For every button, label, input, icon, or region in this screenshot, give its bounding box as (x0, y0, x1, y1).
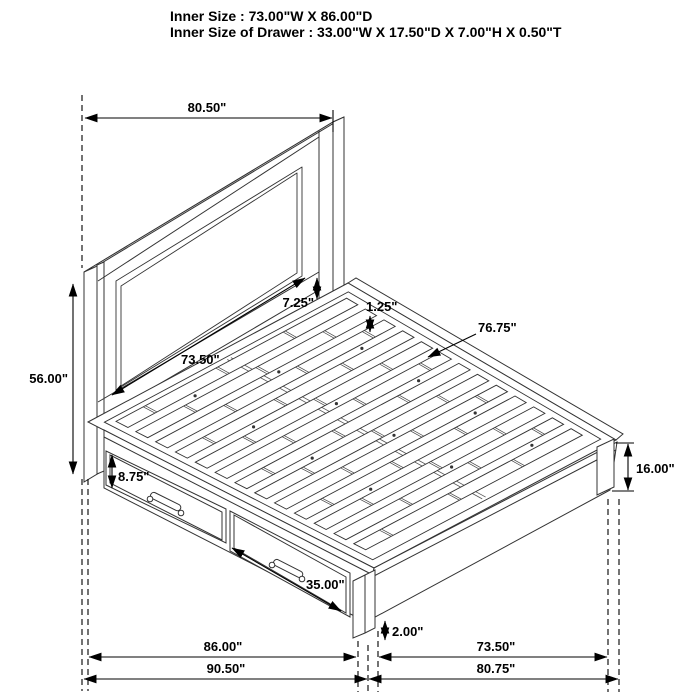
title-inner-size: Inner Size : 73.00"W X 86.00"D (170, 8, 373, 24)
dim-label: 16.00" (636, 461, 675, 476)
right-corner-leg (597, 439, 614, 495)
slat-dot (530, 444, 533, 447)
dim-label: 76.75" (478, 320, 517, 335)
foot-corner-post (353, 570, 375, 638)
dim-overall-depth (84, 661, 367, 679)
drawer-handle-2-mount (269, 562, 275, 568)
slat-dot (360, 347, 363, 350)
dim-label: 1.25" (366, 299, 398, 314)
dim-label: 80.50" (187, 100, 227, 115)
dim-headboard-height (29, 284, 73, 474)
drawer-handle-1-mount (147, 496, 153, 502)
slat-dot (252, 425, 255, 428)
dim-floor-clearance (385, 621, 423, 640)
dim-inner-depth (89, 639, 356, 657)
headboard-left-post-side (97, 262, 104, 474)
slat-dot (194, 394, 197, 397)
slat-dot (335, 402, 338, 405)
slat-dot (369, 488, 372, 491)
dim-label: 7.25" (282, 295, 314, 310)
drawer-handle-2-mount (299, 576, 305, 582)
dim-label: 56.00" (29, 371, 68, 386)
dim-inner-width-foot (379, 639, 607, 657)
dim-label: 8.75" (118, 469, 150, 484)
drawer-handle-1-mount (178, 510, 184, 516)
slat-dot (417, 379, 420, 382)
dim-label: 86.00" (203, 639, 243, 654)
dim-footboard-height (612, 443, 675, 491)
dim-label: 80.75" (476, 661, 516, 676)
slat-dot (450, 465, 453, 468)
dim-label: 2.00" (392, 624, 424, 639)
slat-dot (311, 457, 314, 460)
dim-label: 73.50" (476, 639, 516, 654)
slat-dot (277, 370, 280, 373)
dim-label: 90.50" (206, 661, 246, 676)
dim-label: 35.00" (306, 577, 345, 592)
slat-dot (474, 411, 477, 414)
title-inner-size-drawer: Inner Size of Drawer : 33.00"W X 17.50"D X 7.00"H X 0.50"T (170, 24, 562, 40)
slat-dot (392, 434, 395, 437)
dim-label: 73.50" (181, 352, 220, 367)
dim-overall-width-foot (369, 661, 618, 679)
